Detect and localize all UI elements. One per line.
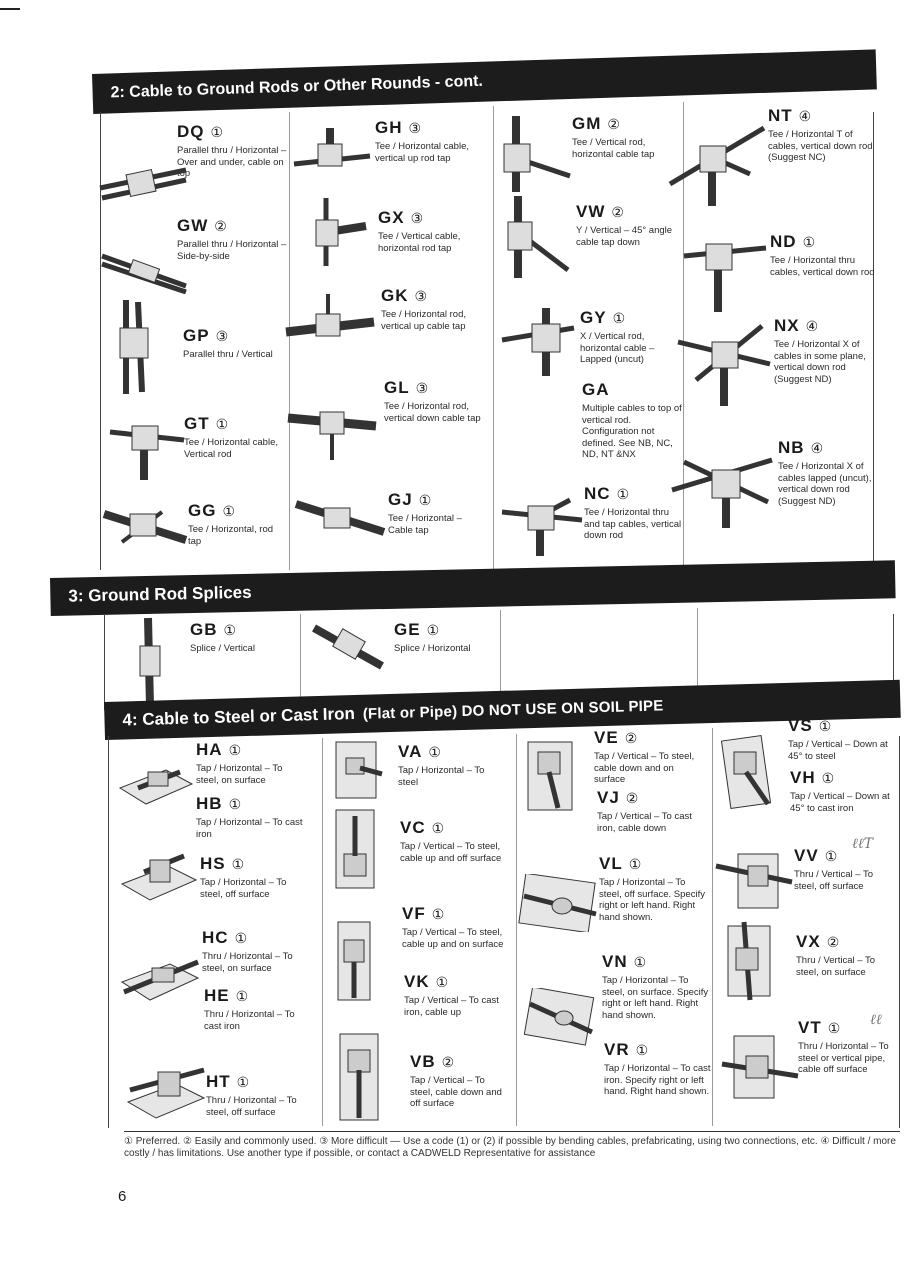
item-desc: Thru / Vertical – To steel, off surface	[794, 869, 874, 892]
item-nx	[774, 316, 880, 385]
item-gb	[190, 620, 296, 655]
item-gx	[378, 208, 488, 254]
connection-illustration-nc	[500, 494, 584, 558]
item-desc: Tee / Horizontal cable, vertical up rod tap	[375, 141, 469, 164]
item-code: ND ①	[770, 232, 817, 251]
item-vn	[602, 952, 710, 1021]
item-gp	[183, 326, 283, 361]
item-ha	[196, 740, 306, 786]
item-code: HA ①	[196, 740, 243, 759]
item-vj	[597, 788, 703, 834]
item-code: GM ②	[572, 114, 621, 133]
item-vt	[798, 1018, 898, 1076]
item-code: HB ①	[196, 794, 243, 813]
item-code: NT ④	[768, 106, 813, 125]
item-code: VK ①	[404, 972, 450, 991]
item-gy	[580, 308, 684, 366]
connection-illustration-va	[332, 738, 384, 802]
connection-illustration-gm	[498, 114, 572, 194]
item-desc: Tee / Horizontal – Cable tap	[388, 513, 462, 536]
item-desc: Splice / Horizontal	[394, 643, 471, 654]
item-gj	[388, 490, 488, 536]
item-desc: Thru / Horizontal – To cast iron	[204, 1009, 295, 1032]
item-desc: Tap / Vertical – To steel, cable up and off surface	[400, 841, 502, 864]
item-code: GP ③	[183, 326, 230, 345]
connection-illustration-ge	[312, 622, 384, 670]
item-desc: Splice / Vertical	[190, 643, 255, 654]
section-2-header	[92, 49, 877, 114]
connection-illustration-gg	[102, 502, 188, 552]
item-desc: Tap / Vertical – To cast iron, cable up	[404, 995, 499, 1018]
item-desc: X / Vertical rod, horizontal cable – Lapped (uncut)	[580, 331, 655, 365]
item-code: HT ①	[206, 1072, 251, 1091]
item-gh	[375, 118, 487, 164]
item-code: GJ ①	[388, 490, 433, 509]
item-desc: Tap / Vertical – To cast iron, cable down	[597, 811, 692, 834]
item-vw	[576, 202, 682, 248]
item-code: DQ ①	[177, 122, 225, 141]
item-he	[204, 986, 308, 1032]
item-desc: Tap / Vertical – To steel, cable up and on surface	[402, 927, 504, 950]
connection-illustration-gl	[286, 404, 378, 462]
connection-illustration-vn	[524, 988, 596, 1046]
item-code: VX ②	[796, 932, 841, 951]
item-code: VC ①	[400, 818, 446, 837]
item-nd	[770, 232, 880, 278]
item-code: NB ④	[778, 438, 825, 457]
item-code: GH ③	[375, 118, 423, 137]
connection-illustration-gb	[134, 616, 166, 708]
item-code: VA ①	[398, 742, 442, 761]
item-code: NX ④	[774, 316, 820, 335]
connection-illustration-ve	[524, 738, 580, 814]
item-code: GK ③	[381, 286, 429, 305]
section-3-title: 3: Ground Rod Splices	[68, 582, 252, 606]
item-code: HC ①	[202, 928, 249, 947]
item-ge	[394, 620, 498, 655]
connection-illustration-ht	[126, 1064, 206, 1120]
item-desc: Tee / Horizontal X of cables in some plane, vertical down rod (Suggest ND)	[774, 339, 866, 385]
legend-footnote: ① Preferred. ② Easily and commonly used. ③ More difficult — Use a code (1) or (2) if possible by bending cables, prefabricating, using two connections, etc. ④ Difficult / more costly / has limitations. Use another type if possible, or contact a CADWELD Representative for assistance	[124, 1131, 900, 1160]
item-vc	[400, 818, 506, 864]
item-code: GG ①	[188, 501, 237, 520]
connection-illustration-vx	[722, 920, 778, 1002]
item-vf	[402, 904, 508, 950]
item-desc: Tee / Vertical rod, horizontal cable tap	[572, 137, 655, 160]
item-gw	[177, 216, 287, 262]
connection-illustration-gy	[500, 306, 576, 378]
connection-illustration-hc	[120, 952, 200, 1004]
item-gl	[384, 378, 490, 424]
item-desc: Tee / Vertical cable, horizontal rod tap	[378, 231, 461, 254]
connection-illustration-vt	[720, 1026, 800, 1104]
item-desc: Y / Vertical – 45° angle cable tap down	[576, 225, 673, 248]
connection-illustration-nd	[682, 238, 768, 314]
connection-illustration-gk	[284, 292, 376, 348]
corner-mark	[0, 8, 20, 10]
connection-illustration-vf	[334, 918, 374, 1004]
connection-illustration-gw	[98, 246, 190, 294]
item-gm	[572, 114, 680, 160]
item-code: GE ①	[394, 620, 441, 639]
column-divider	[516, 734, 517, 1126]
connection-illustration-gt	[108, 412, 186, 482]
item-code: GA	[582, 380, 610, 399]
connection-illustration-gx	[306, 196, 368, 268]
item-vx	[796, 932, 898, 978]
item-desc: Tap / Vertical – Down at 45° to cast iron	[790, 791, 890, 814]
item-desc: Tap / Horizontal – To steel, on surface. Specify right or left hand. Right hand shown.	[602, 975, 709, 1021]
item-hs	[200, 854, 308, 900]
item-desc: Tap / Horizontal – To cast iron. Specify right or left hand. Right hand shown.	[604, 1063, 711, 1097]
item-vh	[790, 768, 898, 814]
connection-illustration-nx	[676, 312, 772, 408]
item-code: NC ①	[584, 484, 631, 503]
item-code: VR ①	[604, 1040, 650, 1059]
item-desc: Parallel thru / Vertical	[183, 349, 273, 360]
item-code: GY ①	[580, 308, 627, 327]
connection-illustration-vw	[500, 194, 572, 280]
item-code: VT ①	[798, 1018, 842, 1037]
item-vs	[788, 716, 896, 762]
item-hb	[196, 794, 306, 840]
section-4-subtitle: (Flat or Pipe) DO NOT USE ON SOIL PIPE	[362, 696, 664, 723]
section-2-title: 2: Cable to Ground Rods or Other Rounds - cont.	[110, 72, 484, 102]
connection-illustration-nb	[670, 446, 774, 530]
connection-illustration-vv	[714, 846, 794, 910]
item-desc: Thru / Horizontal – To steel or vertical pipe, cable off surface	[798, 1041, 889, 1075]
item-desc: Tee / Horizontal thru cables, vertical down rod	[770, 255, 875, 278]
item-desc: Tee / Horizontal rod, vertical up cable tap	[381, 309, 467, 332]
item-code: GX ③	[378, 208, 425, 227]
connection-illustration-vb	[336, 1030, 384, 1124]
item-code: VF ①	[402, 904, 446, 923]
item-code: HE ①	[204, 986, 250, 1005]
item-vb	[410, 1052, 510, 1110]
item-code: GB ①	[190, 620, 238, 639]
item-desc: Tap / Vertical – To steel, cable down and off surface	[410, 1075, 502, 1109]
connection-illustration-nt	[668, 122, 768, 208]
item-code: GW ②	[177, 216, 228, 235]
item-ht	[206, 1072, 312, 1118]
item-code: VV ①	[794, 846, 839, 865]
item-desc: Thru / Horizontal – To steel, on surface	[202, 951, 293, 974]
handwritten-mark: ℓℓ	[870, 1012, 882, 1028]
item-code: VW ②	[576, 202, 625, 221]
item-vk	[404, 972, 508, 1018]
item-va	[398, 742, 506, 788]
column-divider	[493, 106, 494, 570]
item-desc: Thru / Vertical – To steel, on surface	[796, 955, 876, 978]
item-code: VL ①	[599, 854, 643, 873]
item-vr	[604, 1040, 712, 1098]
item-code: VS ①	[788, 716, 833, 735]
section-4-title: 4: Cable to Steel or Cast Iron	[122, 704, 356, 730]
item-desc: Tee / Horizontal rod, vertical down cable tap	[384, 401, 481, 424]
item-desc: Tap / Horizontal – To steel, off surface. Specify right or left hand. Right hand shown.	[599, 877, 705, 923]
item-gg	[188, 501, 288, 547]
item-desc: Multiple cables to top of vertical rod. Configuration not defined. See NB, NC, ND, NT &NX	[582, 403, 682, 460]
item-ve	[594, 728, 702, 786]
item-nb	[778, 438, 880, 507]
item-code: VE ②	[594, 728, 639, 747]
connection-illustration-gp	[112, 298, 160, 396]
item-gt	[184, 414, 288, 460]
item-gk	[381, 286, 489, 332]
item-code: VN ①	[602, 952, 648, 971]
item-nc	[584, 484, 684, 542]
item-desc: Parallel thru / Horizontal – Side-by-side	[177, 239, 287, 262]
item-desc: Tap / Horizontal – To steel	[398, 765, 485, 788]
item-desc: Tap / Horizontal – To cast iron	[196, 817, 303, 840]
connection-illustration-vl	[518, 874, 598, 932]
item-code: HS ①	[200, 854, 246, 873]
page-number: 6	[118, 1188, 127, 1205]
item-desc: Tap / Vertical – To steel, cable down and on surface	[594, 751, 695, 785]
connection-illustration-vc	[332, 806, 380, 892]
item-vv	[794, 846, 898, 892]
item-desc: Tee / Horizontal thru and tap cables, vertical down rod	[584, 507, 682, 541]
connection-illustration-hs	[120, 850, 198, 902]
item-code: VH ①	[790, 768, 836, 787]
item-desc: Tap / Horizontal – To steel, on surface	[196, 763, 283, 786]
item-desc: Tee / Horizontal, rod tap	[188, 524, 274, 547]
item-desc: Tap / Horizontal – To steel, off surface	[200, 877, 287, 900]
column-divider	[712, 728, 713, 1126]
item-code: GT ①	[184, 414, 230, 433]
item-desc: Tap / Vertical – Down at 45° to steel	[788, 739, 888, 762]
connection-illustration-dq	[98, 158, 190, 206]
item-dq	[177, 122, 287, 180]
connection-illustration-vs	[720, 734, 774, 810]
column-divider	[322, 738, 323, 1126]
item-desc: Thru / Horizontal – To steel, off surface	[206, 1095, 297, 1118]
item-code: VJ ②	[597, 788, 640, 807]
item-desc: Tee / Horizontal T of cables, vertical down rod (Suggest NC)	[768, 129, 873, 163]
item-vl	[599, 854, 707, 923]
item-nt	[768, 106, 878, 164]
item-ga	[582, 380, 682, 461]
item-desc: Tee / Horizontal cable, Vertical rod	[184, 437, 278, 460]
item-code: VB ②	[410, 1052, 456, 1071]
connection-illustration-ha	[118, 760, 194, 808]
item-desc: Tee / Horizontal X of cables lapped (uncut), vertical down rod (Suggest ND)	[778, 461, 872, 507]
handwritten-mark: ℓℓT	[852, 836, 873, 852]
connection-illustration-gj	[294, 496, 386, 540]
item-code: GL ③	[384, 378, 430, 397]
item-desc: Parallel thru / Horizontal – Over and under, cable on top	[177, 145, 287, 179]
connection-illustration-gh	[292, 126, 372, 176]
item-hc	[202, 928, 308, 974]
